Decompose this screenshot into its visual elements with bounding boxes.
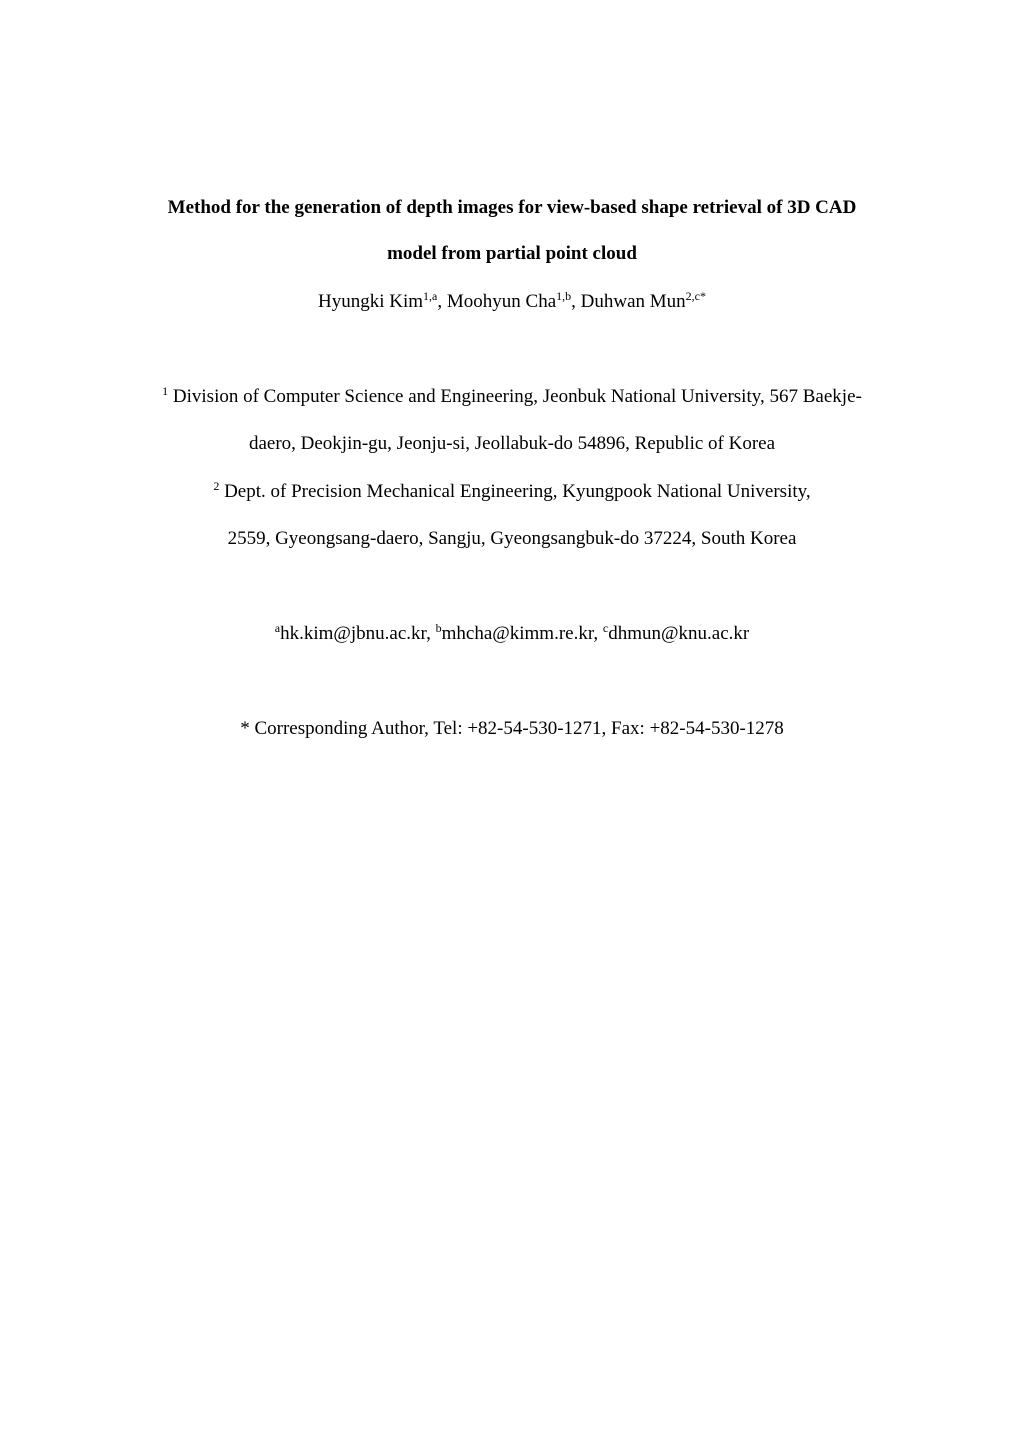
affiliation-text: Division of Computer Science and Engineering, Jeonbuk National University, 567 Baekje- — [168, 386, 862, 407]
affiliation-1-line-2: daero, Deokjin-gu, Jeonju-si, Jeollabuk-do 54896, Republic of Korea — [248, 433, 776, 454]
affiliation-1-line-1 — [0, 385, 1024, 409]
affiliation-text: Dept. of Precision Mechanical Engineering, Kyungpook National University, — [219, 481, 811, 502]
author-name: Duhwan Mun — [580, 291, 686, 312]
email-address: dhmun@knu.ac.kr — [608, 623, 750, 644]
author-affiliation-mark: 1,b — [556, 289, 572, 303]
email-separator: , — [593, 623, 603, 644]
email-address: hk.kim@jbnu.ac.kr — [280, 623, 427, 644]
email-mark: b — [435, 621, 442, 635]
email-separator: , — [426, 623, 436, 644]
author-affiliation-mark: 2,c* — [685, 289, 706, 303]
author-list — [0, 290, 1024, 314]
author-separator: , — [571, 291, 581, 312]
affiliation-2-line-2: 2559, Gyeongsang-daero, Sangju, Gyeongsangbuk-do 37224, South Korea — [227, 528, 797, 549]
affiliation-2-line-1 — [0, 480, 1024, 504]
author-affiliation-mark: 1,a — [423, 289, 438, 303]
email-address: mhcha@kimm.re.kr — [441, 623, 594, 644]
affiliation-mark: 1 — [162, 384, 169, 398]
email-mark: a — [274, 621, 281, 635]
paper-title-line-1: Method for the generation of depth images for view-based shape retrieval of 3D CAD — [167, 197, 857, 218]
email-mark: c — [602, 621, 609, 635]
email-list — [0, 622, 1024, 646]
author-separator: , — [437, 291, 447, 312]
corresponding-author-note: * Corresponding Author, Tel: +82-54-530-1271, Fax: +82-54-530-1278 — [240, 718, 784, 739]
author-name: Hyungki Kim — [318, 291, 424, 312]
affiliation-mark: 2 — [213, 479, 220, 493]
paper-title-line-2: model from partial point cloud — [387, 243, 637, 264]
author-name: Moohyun Cha — [446, 291, 557, 312]
